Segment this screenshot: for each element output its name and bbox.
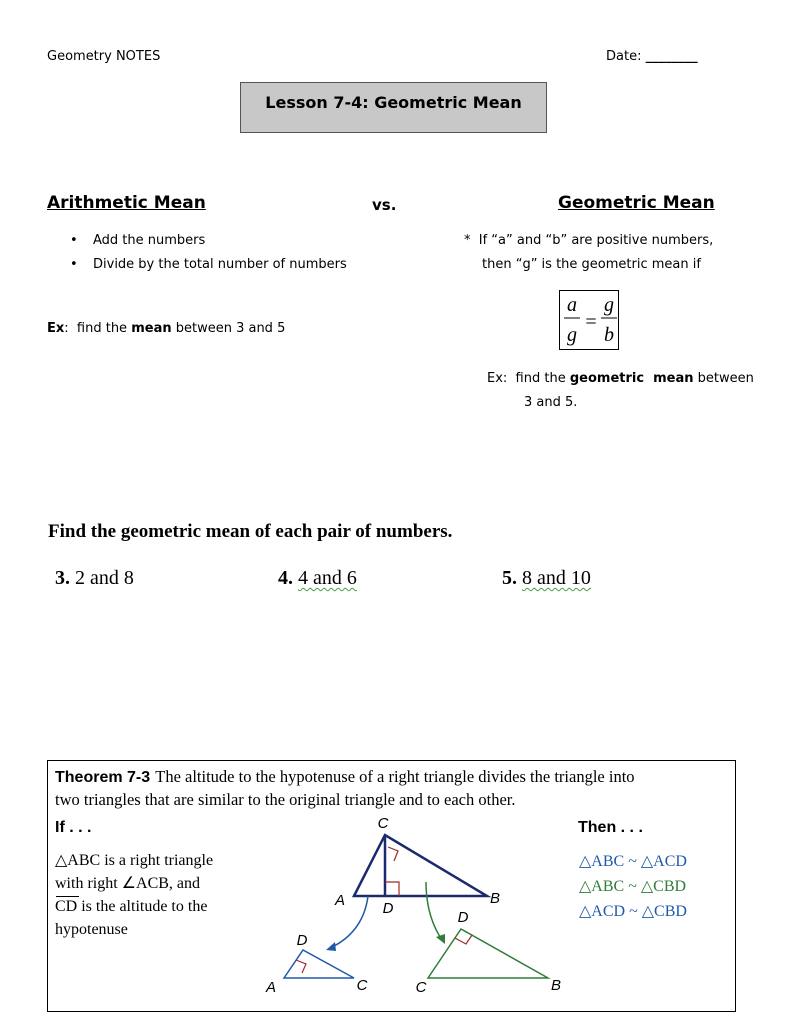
- date-label: Date:: [606, 49, 642, 64]
- label-left-a: A: [265, 979, 277, 996]
- arith-example: Ex: find the mean between 3 and 5: [47, 321, 286, 336]
- arith-heading: Arithmetic Mean: [47, 193, 206, 213]
- then-conclusions: △ABC ~ △ACD △ABC ~ △CBD △ACD ~ △CBD: [579, 853, 687, 920]
- date-blank: ________: [645, 49, 698, 64]
- if-label: If . . .: [55, 819, 92, 836]
- frac-equals: =: [585, 311, 597, 333]
- if-conditions: △ABC is a right triangle with right ∠ACB, and CD is the altitude to the hypotenuse: [55, 852, 214, 938]
- main-triangle: [334, 815, 500, 917]
- arrow-right-head: [436, 934, 445, 944]
- frac-g1: g: [567, 324, 577, 346]
- problem-4: 4. 4 and 6: [278, 567, 357, 589]
- course-label: Geometry NOTES: [47, 49, 161, 64]
- label-left-d: D: [296, 932, 308, 949]
- left-triangle: [265, 932, 368, 996]
- frac-g2: g: [604, 294, 614, 316]
- problem-5: 5. 8 and 10: [502, 567, 591, 589]
- label-left-c: C: [356, 977, 368, 994]
- theorem-text-line1: Theorem 7-3 The altitude to the hypotenuse of a right triangle divides the triangle into: [55, 767, 635, 786]
- page-title: Lesson 7-4: Geometric Mean: [265, 93, 522, 112]
- right-angle-left: [296, 960, 306, 973]
- triangle-abc: [354, 835, 487, 896]
- frac-b: b: [604, 324, 614, 346]
- right-angle-right: [455, 935, 472, 944]
- geo-heading: Geometric Mean: [558, 193, 715, 213]
- list-item: • Add the numbers: [70, 233, 206, 248]
- right-triangle: [416, 909, 561, 996]
- arrow-right: [426, 882, 442, 940]
- triangle-acd: [284, 950, 354, 978]
- right-angle-c: [388, 847, 398, 861]
- then-label: Then . . .: [578, 819, 643, 836]
- geo-example: Ex: find the geometric mean between: [487, 371, 754, 386]
- geo-def-line1: * If “a” and “b” are positive numbers,: [464, 233, 714, 248]
- label-main-b: B: [489, 890, 501, 907]
- triangle-cbd: [428, 929, 548, 978]
- label-main-a: A: [334, 892, 346, 909]
- geo-def-line2: then “g” is the geometric mean if: [482, 257, 701, 272]
- arrow-left-head: [326, 942, 336, 951]
- problem-3: 3. 2 and 8: [55, 567, 134, 589]
- theorem-text-line2: two triangles that are similar to the original triangle and to each other.: [55, 790, 516, 809]
- problems-heading: Find the geometric mean of each pair of numbers.: [48, 521, 453, 542]
- vs-label: vs.: [372, 196, 397, 214]
- label-main-c: C: [377, 815, 389, 832]
- label-right-b: B: [550, 977, 562, 994]
- frac-a: a: [567, 294, 577, 316]
- right-angle-d: [385, 882, 399, 896]
- list-item: • Divide by the total number of numbers: [70, 257, 347, 272]
- label-right-c: C: [415, 979, 427, 996]
- geo-example-line2: 3 and 5.: [524, 395, 578, 410]
- label-right-d: D: [457, 909, 469, 926]
- label-main-d: D: [382, 900, 394, 917]
